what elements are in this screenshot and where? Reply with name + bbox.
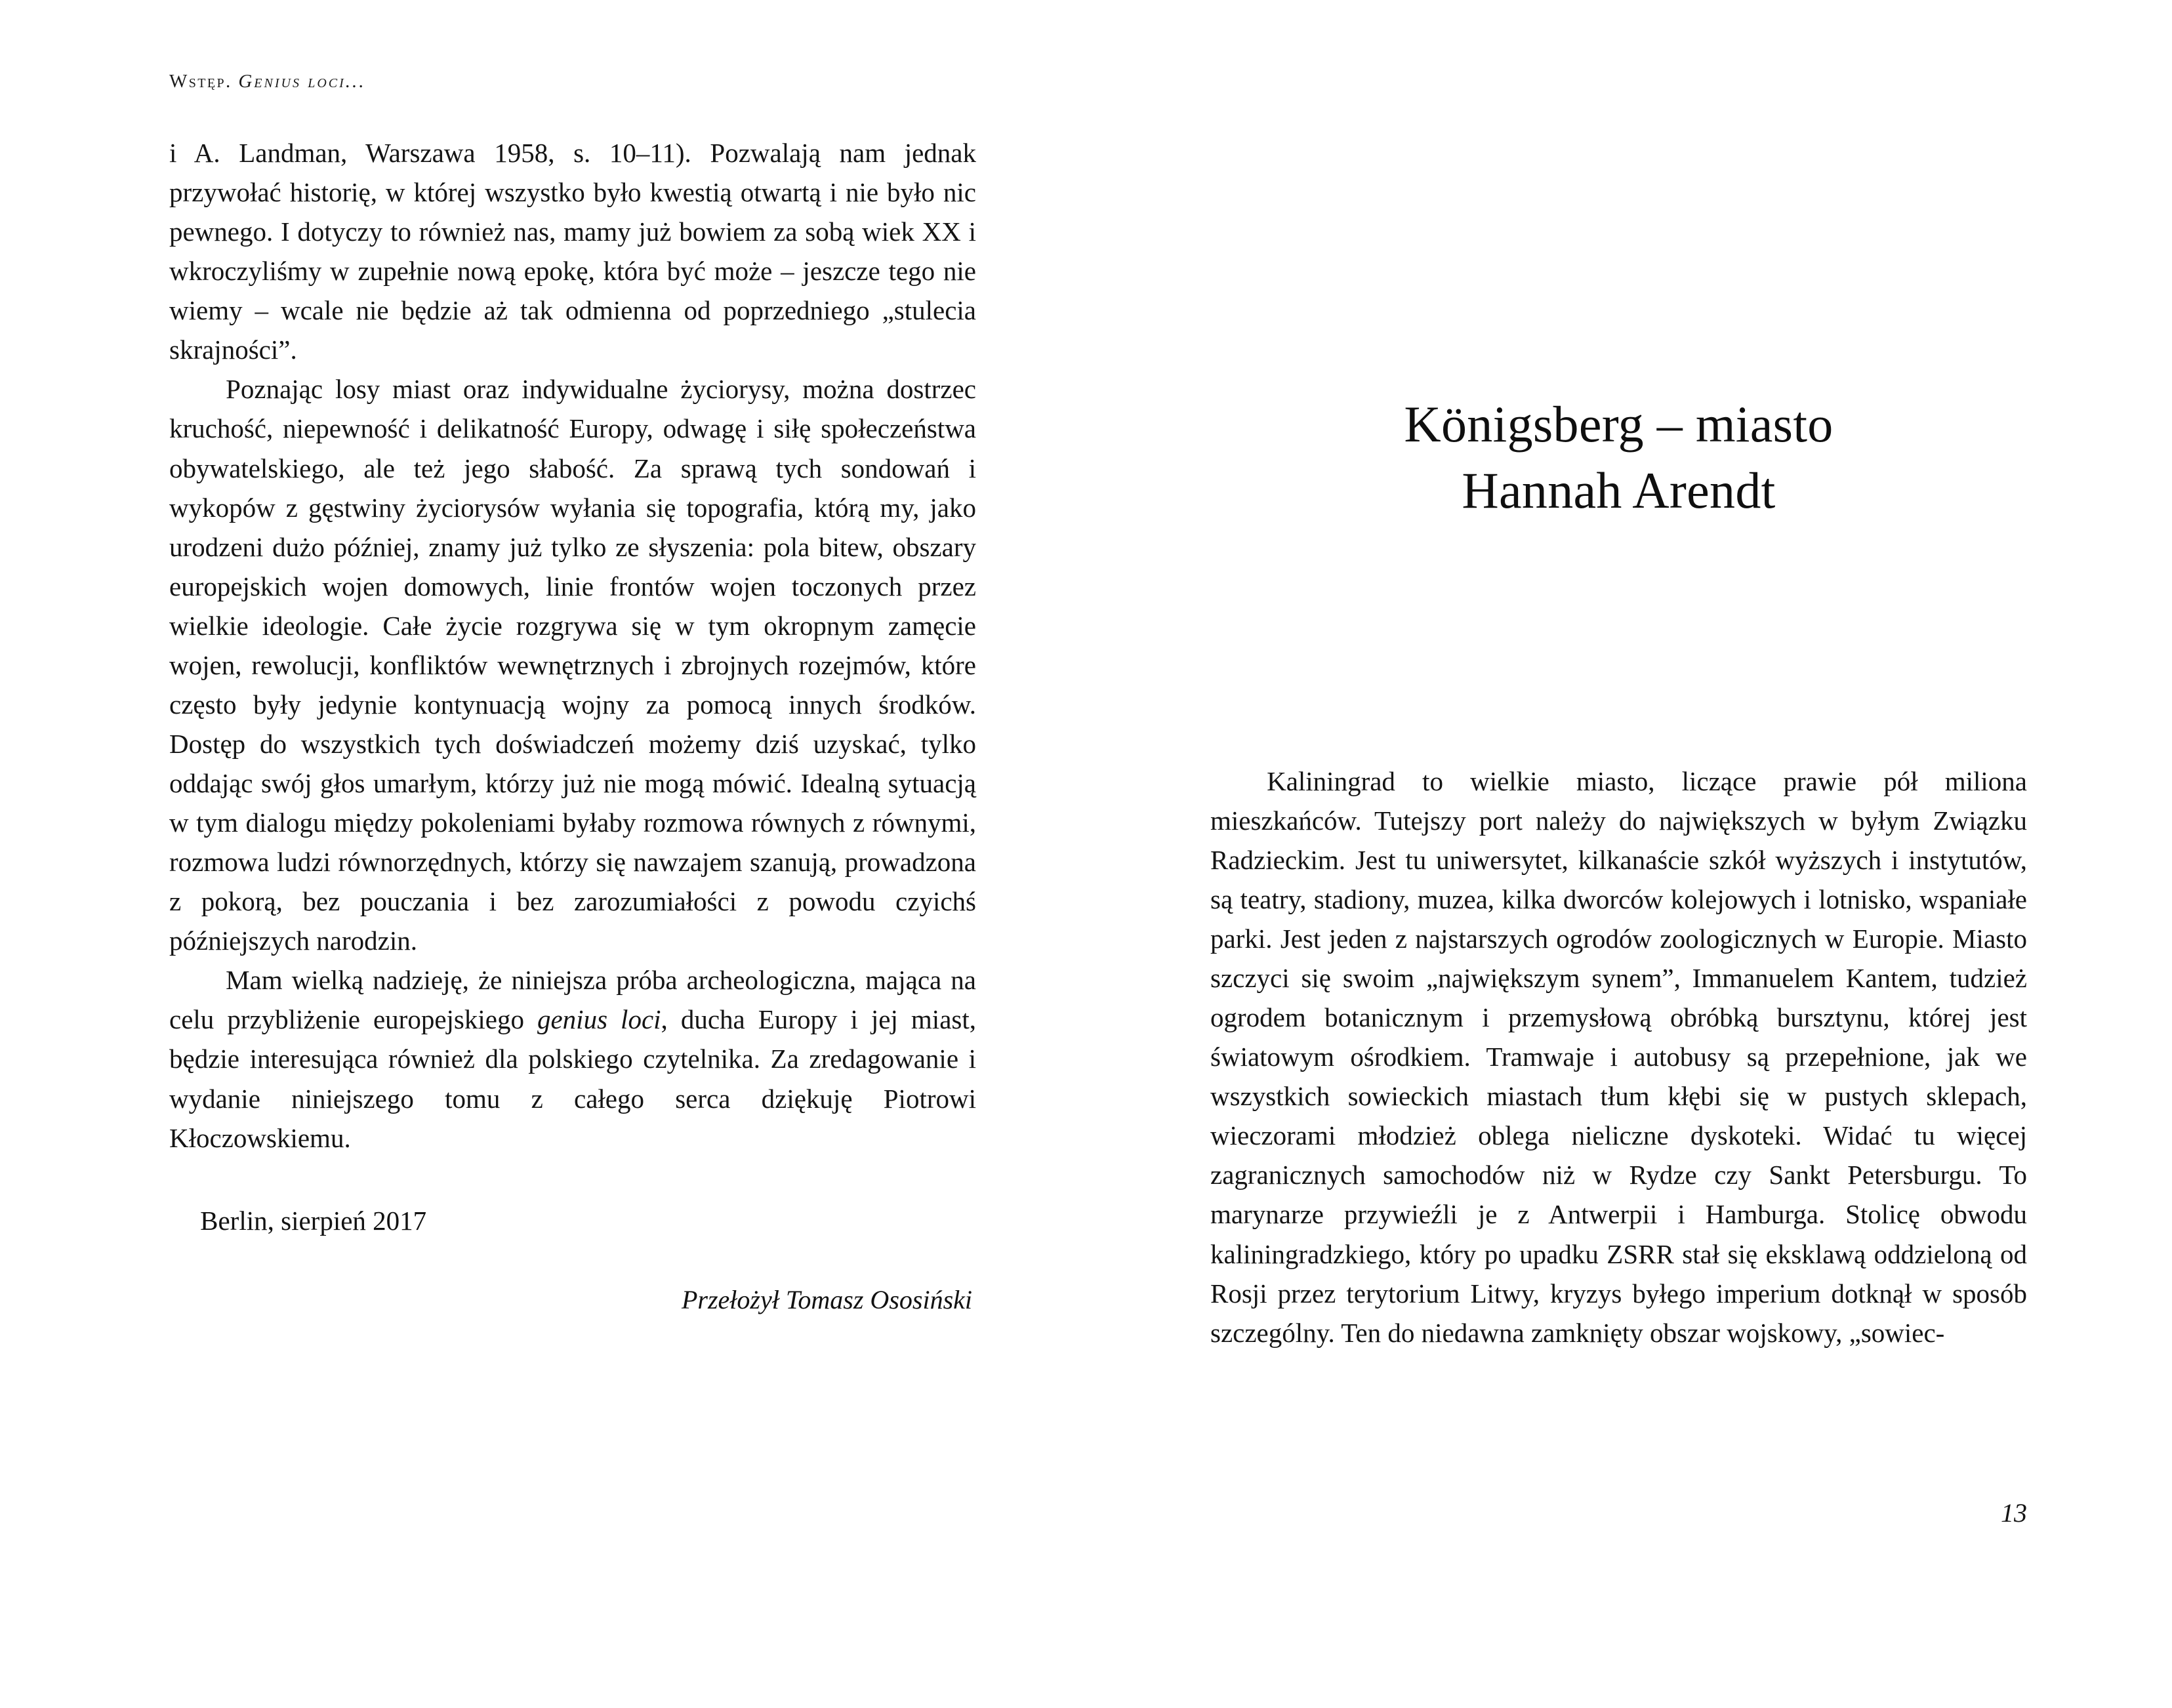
- place-and-date: Berlin, sierpień 2017: [200, 1205, 427, 1236]
- genius-loci-italic: genius loci: [537, 1004, 661, 1035]
- right-body-text: [1210, 762, 2027, 1352]
- chapter-title: [1210, 391, 2027, 524]
- running-head-title: Genius loci...: [238, 71, 366, 92]
- right-page: [1210, 71, 2027, 1593]
- paragraph-continuation: i A. Landman, Warszawa 1958, s. 10–11). Pozwalają nam jednak przywołać historię, w której wszystko było kwestią otwartą i nie było nic pewnego. I dotyczy to również nas, mamy już bowiem za sobą wiek XX i wkroczyliśmy w zupełnie nową epokę, która być może – jeszcze tego nie wiemy – wcale nie będzie aż tak odmienna od poprzedniego „stulecia skrajności”.: [169, 138, 976, 365]
- closing-text-after-italic: , ducha Europy i jej miast, będzie interesująca również dla polskiego czytelnika. Za zredagowanie i wydanie niniejszego tomu z całego serca dziękuję Piotrowi Kłoczowskiemu.: [169, 1004, 976, 1153]
- chapter-title-line-1: Königsberg – miasto: [1404, 396, 1834, 453]
- paragraph-cities-lives: Poznając losy miast oraz indywidualne życiorysy, można dostrzec kruchość, niepewność i delikatność Europy, odwagę i siłę społeczeństwa obywatelskiego, ale też jego słabość. Za sprawą tych sondowań i wykopów z gęstwiny życiorysów wyłania się topografia, którą my, jako urodzeni dużo później, znamy już tylko ze słyszenia: pola bitew, obszary europejskich wojen domowych, linie frontów wojen toczonych przez wielkie ideologie. Całe życie rozgrywa się w tym okropnym zamęcie wojen, rewolucji, konfliktów wewnętrznych i zbrojnych rozejmów, które często były jedynie kontynuacją wojny za pomocą innych środków. Dostęp do wszystkich tych doświadczeń możemy dziś uzyskać, tylko oddając swój głos umarłym, którzy już nie mogą mówić. Idealną sytuacją w tym dialogu między pokoleniami byłaby rozmowa równych z równymi, rozmowa ludzi równorzędnych, którzy się nawzajem szanują, prowadzona z pokorą, bez pouczania i bez zarozumiałości z powodu czyichś późniejszych narodzin.: [169, 374, 976, 956]
- paragraph-kaliningrad: Kaliningrad to wielkie miasto, liczące prawie pół miliona mieszkańców. Tutejszy port należy do największych w byłym Związku Radzieckim. Jest tu uniwersytet, kilkanaście szkół wyższych i instytutów, są teatry, stadiony, muzea, kilka dworców kolejowych i lotnisko, wspaniałe parki. Jest jeden z najstarszych ogrodów zoologicznych w Europie. Miasto szczyci się swoim „największym synem”, Immanuelem Kantem, tudzież ogrodem botanicznym i przemysłową obróbką bursztynu, której jest światowym ośrodkiem. Tramwaje i autobusy są przepełnione, jak we wszystkich sowieckich miastach tłum kłębi się w pustych sklepach, wieczorami młodzież oblega nieliczne dyskoteki. Widać tu więcej zagranicznych samochodów niż w Rydze czy Sankt Petersburgu. To marynarze przywieźli je z Antwerpii i Hamburga. Stolicę obwodu kaliningradzkiego, który po upadku ZSRR stał się eksklawą oddzieloną od Rosji przez terytorium Litwy, kryzys byłego imperium dotknął w sposób szczególny. Ten do niedawna zamknięty obszar wojskowy, „sowiec-: [1210, 765, 2027, 1348]
- running-head: [169, 71, 976, 92]
- left-body-text: [169, 133, 976, 1158]
- chapter-title-line-2: Hannah Arendt: [1462, 462, 1776, 519]
- closing-text-before-italic: Mam wielką nadzieję, że niniejsza próba archeologiczna, mająca na celu przybliżenie europejskiego: [169, 965, 976, 1035]
- translator-credit: Przełożył Tomasz Ososiński: [681, 1284, 972, 1314]
- paragraph-closing: [169, 960, 976, 1157]
- running-head-prefix: Wstęp.: [169, 71, 232, 92]
- left-page: [169, 71, 976, 1593]
- page-number: 13: [2001, 1498, 2027, 1528]
